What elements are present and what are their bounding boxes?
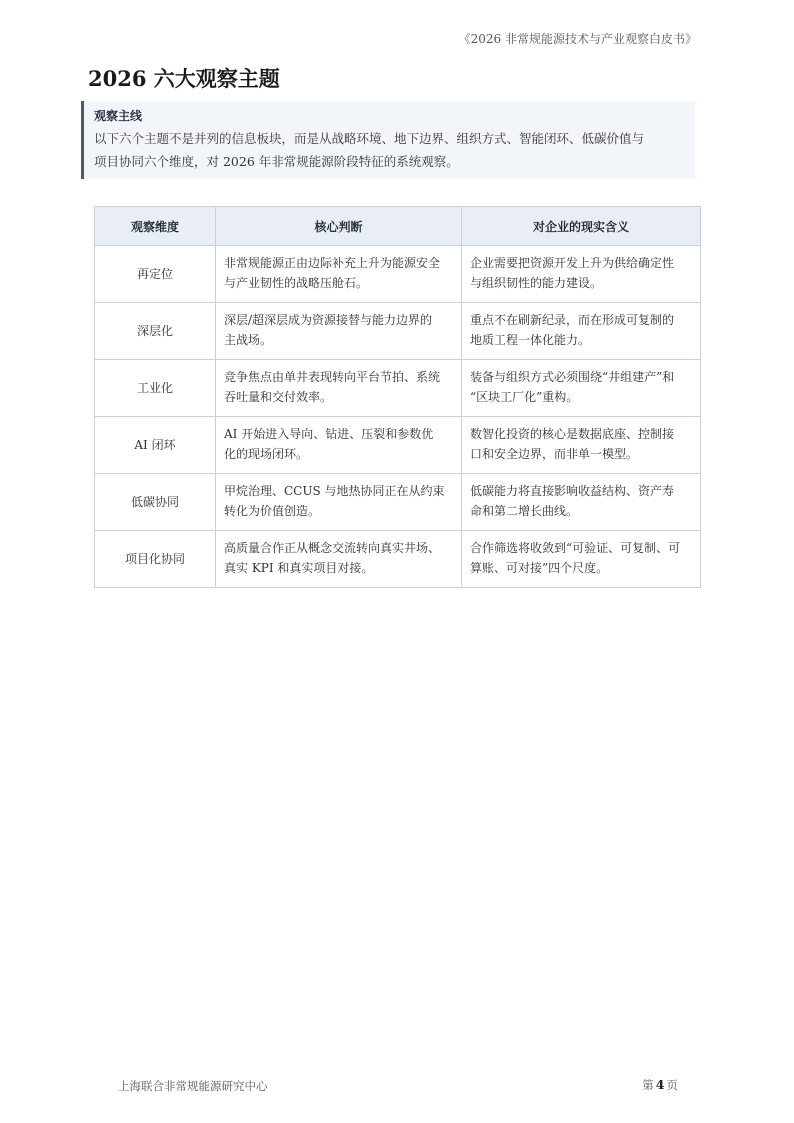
judgement-cell (216, 531, 462, 588)
judgement-cell (216, 303, 462, 360)
running-header: 《2026 非常规能源技术与产业观察白皮书》 (458, 32, 697, 46)
implication-cell (462, 303, 701, 360)
dimension-cell: 低碳协同 (95, 474, 216, 531)
implication-line: 装备与组织方式必须围绕“井组建产”和 (470, 370, 675, 384)
implication-line: 低碳能力将直接影响收益结构、资产寿 (470, 484, 675, 498)
callout-body-line: 以下六个主题不是并列的信息板块，而是从战略环境、地下边界、组织方式、智能闭环、低碳价值与 (94, 131, 645, 146)
page-suffix: 页 (666, 1078, 678, 1092)
judgement-line: 非常规能源正由边际补充上升为能源安全 (224, 256, 441, 270)
judgement-line: 竞争焦点由单井表现转向平台节拍、系统 (224, 370, 441, 384)
judgement-line: 深层/超深层成为资源接替与能力边界的 (224, 313, 433, 327)
callout-body-line: 项目协同六个维度，对 2026 年非常规能源阶段特征的系统观察。 (94, 154, 459, 169)
dimension-cell: 深层化 (95, 303, 216, 360)
judgement-line: 高质量合作正从概念交流转向真实井场、 (224, 541, 441, 555)
implication-cell (462, 246, 701, 303)
observation-callout (81, 101, 695, 179)
judgement-line: 甲烷治理、CCUS 与地热协同正在从约束 (224, 484, 445, 498)
implication-cell (462, 531, 701, 588)
page-number (642, 1077, 678, 1093)
implication-line: 合作筛选将收敛到“可验证、可复制、可 (470, 541, 681, 555)
dimension-cell: 项目化协同 (95, 531, 216, 588)
dimension-cell: 工业化 (95, 360, 216, 417)
judgement-cell (216, 360, 462, 417)
judgement-line: AI 开始进入导向、钻进、压裂和参数优 (224, 427, 434, 441)
implication-line: “区块工厂化”重构。 (470, 390, 579, 404)
implication-line: 数智化投资的核心是数据底座、控制接 (470, 427, 675, 441)
column-header-implication: 对企业的现实含义 (462, 207, 701, 246)
footer-organization: 上海联合非常规能源研究中心 (118, 1079, 268, 1093)
judgement-line: 转化为价值创造。 (224, 504, 321, 518)
judgement-cell (216, 246, 462, 303)
dimension-cell: AI 闭环 (95, 417, 216, 474)
implication-cell (462, 417, 701, 474)
implication-line: 地质工程一体化能力。 (470, 333, 591, 347)
column-header-judgement: 核心判断 (216, 207, 462, 246)
judgement-cell (216, 417, 462, 474)
dimension-cell: 再定位 (95, 246, 216, 303)
table-row (95, 246, 701, 303)
implication-line: 算账、可对接”四个尺度。 (470, 561, 609, 575)
observation-table (94, 206, 701, 588)
table-row (95, 417, 701, 474)
callout-title: 观察主线 (94, 109, 143, 123)
table-row (95, 303, 701, 360)
page-title: 2026 六大观察主题 (88, 66, 280, 91)
page-number-value: 4 (655, 1077, 665, 1092)
implication-line: 企业需要把资源开发上升为供给确定性 (470, 256, 675, 270)
table-row (95, 474, 701, 531)
table-row (95, 531, 701, 588)
implication-cell (462, 474, 701, 531)
implication-line: 重点不在刷新纪录，而在形成可复制的 (470, 313, 675, 327)
table-row (95, 360, 701, 417)
page-prefix: 第 (642, 1078, 654, 1092)
implication-line: 与组织韧性的能力建设。 (470, 276, 603, 290)
column-header-dimension: 观察维度 (95, 207, 216, 246)
implication-line: 命和第二增长曲线。 (470, 504, 579, 518)
callout-body (94, 127, 685, 173)
judgement-line: 吞吐量和交付效率。 (224, 390, 333, 404)
implication-line: 口和安全边界，而非单一模型。 (470, 447, 639, 461)
judgement-line: 化的现场闭环。 (224, 447, 309, 461)
judgement-line: 主战场。 (224, 333, 273, 347)
judgement-cell (216, 474, 462, 531)
implication-cell (462, 360, 701, 417)
table-header-row (95, 207, 701, 246)
judgement-line: 真实 KPI 和真实项目对接。 (224, 561, 374, 575)
judgement-line: 与产业韧性的战略压舱石。 (224, 276, 369, 290)
